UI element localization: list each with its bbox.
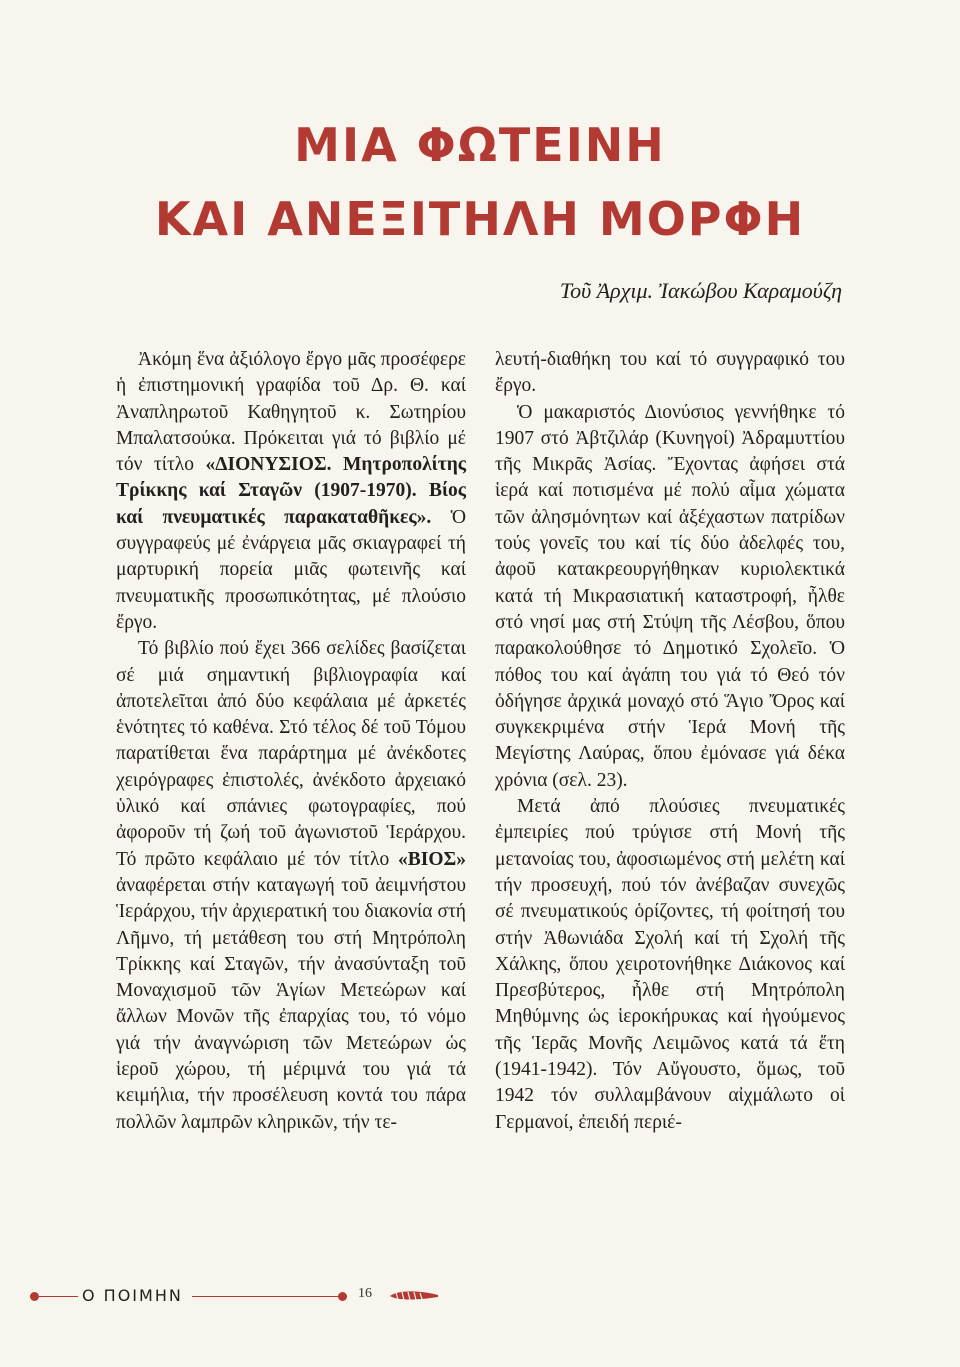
page-footer bbox=[0, 1286, 960, 1308]
paragraph-book-structure bbox=[116, 636, 466, 1136]
structure-text-cont: ἀναφέρεται στήν καταγωγή τοῦ ἀειμνήστου Ἱεράρχου, τήν ἀρχιερατική του διακονία στή Λῆμνο, τή μετάθεση του στή Μητρόπολη Τρίκκης καί Σταγῶν, τήν ἀνασύνταξη τοῦ Μοναχισμοῦ τῶν Ἁγίων Μετεώρων καί ἄλλων Μονῶν τῆς ἐπαρχίας του, τό νόμο γιά τήν ἀναγνώριση τῶν Μετεώρων ὡς ἱεροῦ χώρου, τή μέριμνά του γιά τά κειμήλια, τήν προσέλευση κοντά του πάρα πολλῶν λαμπρῶν κληρικῶν, τήν τε- bbox=[116, 874, 466, 1133]
article-column-right bbox=[495, 347, 845, 1136]
author-byline: Τοῦ Ἀρχιμ. Ἰακώβου Καραμούζη bbox=[559, 278, 842, 303]
footer-dot-middle bbox=[338, 1292, 347, 1301]
page-number: 16 bbox=[358, 1286, 372, 1301]
chapter-title: «ΒΙΟΣ» bbox=[398, 848, 467, 870]
paragraph-career: Μετά ἀπό πλούσιες πνευματικές ἐμπειρίες πού τρύγισε στή Μονή τῆς μετανοίας του, ἀφοσιωμένος στή μελέτη καί τήν προσευχή, πού τόν ἀνέβαζαν συνεχῶς σέ πνευματικούς ὁρίζοντες, τή φοίτησή του στήν Ἀθωνιάδα Σχολή καί τή Σχολή τῆς Χάλκης, ὅπου χειροτονήθηκε Διάκονος καί Πρεσβύτερος, ἦλθε στή Μητρόπολη Μηθύμνης ὡς ἱεροκήρυκας καί ἡγούμενος τῆς Ἱερᾶς Μονῆς Λειμῶνος κατά τά ἔτη (1941-1942). Τόν Αὔγουστο, ὅμως, τοῦ 1942 τόν συλλαμβάνουν αἰχμάλωτο οἱ Γερμανοί, ἐπειδή περιέ- bbox=[495, 796, 845, 1133]
magazine-name: Ο ΠΟΙΜΗΝ bbox=[82, 1286, 183, 1305]
intro-text-cont: Ὁ συγγραφεύς μέ ἐνάργεια μᾶς σκιαγραφεί τή μαρτυρική πορεία μιᾶς φωτεινῆς καί πνευματικῆς προσωπικότητας, μέ πλούσιο ἔργο. bbox=[116, 506, 467, 633]
intro-text: Ἀκόμη ἕνα ἀξιόλογο ἔργο μᾶς προσέφερε ἡ ἐπιστημονική γραφίδα τοῦ Δρ. Θ. καί Ἀναπληρωτοῦ Καθηγητοῦ κ. Σωτηρίου Μπαλατσούκα. Πρόκειται γιά τό βιβλίο μέ τόν τίτλο bbox=[116, 349, 466, 476]
paragraph-intro bbox=[116, 347, 466, 636]
footer-rule-middle bbox=[192, 1296, 342, 1297]
structure-text: Τό βιβλίο πού ἔχει 366 σελίδες βασίζεται σέ μιά σημαντική βιβλιογραφία καί ἀποτελεῖται ἀπό δύο κεφάλαια μέ ἀρκετές ἑνότητες τό καθένα. Στό τέλος δέ τοῦ Τόμου παρατίθεται ἕνα παράρτημα μέ ἀνέκδοτες χειρόγραφες ἐπιστολές, ἀνέκδοτο ἀρχειακό ὑλικό καί σπάνιες φωτογραφίες, πού ἀφοροῦν τή ζωή τοῦ ἀγωνιστοῦ Ἱεράρχου. Τό πρῶτο κεφάλαιο μέ τόν τίτλο bbox=[116, 638, 466, 870]
book-title: «ΔΙΟΝΥΣΙΟΣ. Μητροπολίτης Τρίκκης καί Σταγῶν (1907-1970). Βίος καί πνευματικές παρακαταθῆκες». bbox=[116, 454, 467, 528]
article-column-left bbox=[116, 347, 466, 1136]
feather-ornament-icon bbox=[388, 1288, 440, 1304]
article-title-line-1: ΜΙΑ ΦΩΤΕΙΝΗ bbox=[294, 118, 666, 172]
paragraph-biography: Ὁ μακαριστός Διονύσιος γεννήθηκε τό 1907 στό Ἀβτζιλάρ (Κυνηγοί) Ἀδραμυττίου τῆς Μικρᾶς Ἀσίας. Ἔχοντας ἀφήσει στά ἱερά καί ποτισμένα μέ πολύ αἷμα χώματα τῶν ἀλησμόνητων καί ἀξέχαστων πατρίδων τούς γονεῖς του καί τίς δύο ἀδελφές του, ἀφοῦ κατακρεουργήθηκαν κυριολεκτικά κατά τή Μικρασιατική καταστροφή, ἦλθε στό νησί μας στή Στύψη τῆς Λέσβου, ὅπου παρακολούθησε τό Δημοτικό Σχολεῖο. Ὁ πόθος του καί ἀγάπη του γιά τό Θεό τόν ὁδήγησε ἀρχικά μοναχό στό Ἅγιο Ὄρος καί συγκεκριμένα στήν Ἱερά Μονή τῆς Μεγίστης Λαύρας, ὅπου ἐμόνασε γιά δέκα χρόνια (σελ. 23). bbox=[495, 401, 845, 791]
article-title-line-2: ΚΑΙ ΑΝΕΞΙΤΗΛΗ ΜΟΡΦΗ bbox=[154, 192, 806, 246]
footer-rule-left bbox=[34, 1296, 78, 1297]
paragraph-continuation: λευτή-διαθήκη του καί τό συγγραφικό του ἔργο. bbox=[495, 349, 845, 397]
